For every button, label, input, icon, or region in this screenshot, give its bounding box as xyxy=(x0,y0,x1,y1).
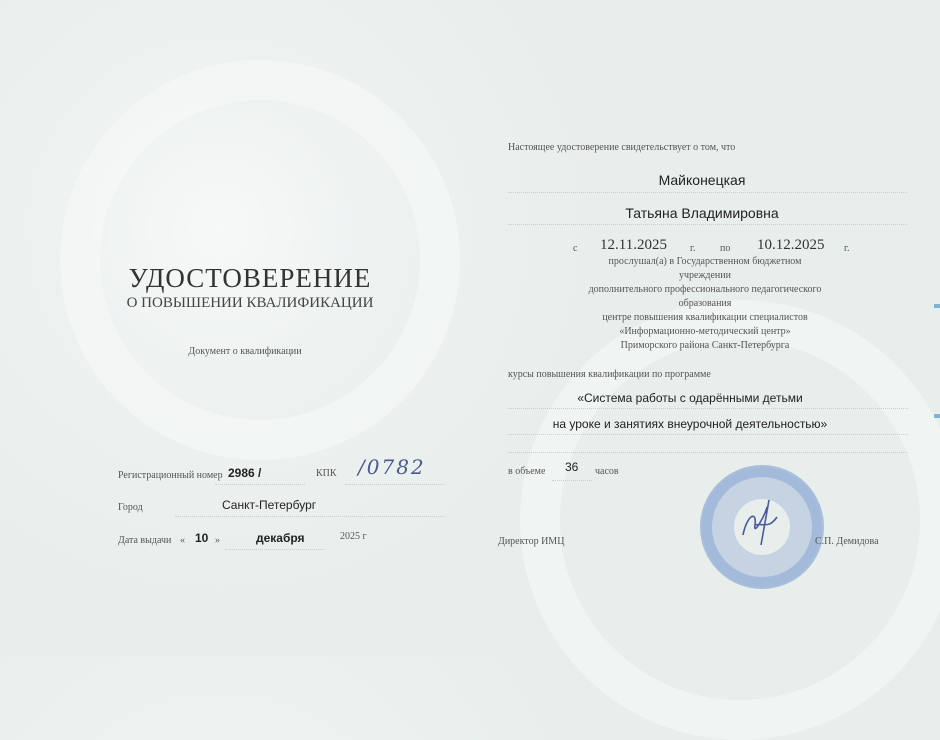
date-to: 10.12.2025 xyxy=(757,237,825,253)
city: Санкт-Петербург xyxy=(222,498,317,512)
watermark xyxy=(60,60,460,460)
issue-day: 10 xyxy=(195,531,209,545)
institution-line: Приморского района Санкт-Петербурга xyxy=(620,340,790,351)
institution-line: «Информационно-методический центр» xyxy=(619,326,791,337)
reg-number-label: Регистрационный номер xyxy=(118,470,223,481)
institution-line: прослушал(а) в Государственном бюджетном учреждении xyxy=(608,256,802,281)
institution-line: дополнительного профессионального педагогического образования xyxy=(588,284,822,309)
issue-date-label: Дата выдачи xyxy=(118,535,172,546)
volume-label: в объеме xyxy=(508,466,546,477)
certificate-title: УДОСТОВЕРЕНИЕ xyxy=(128,263,372,293)
hours: 36 xyxy=(565,460,579,474)
certificate-subtitle: О ПОВЫШЕНИИ КВАЛИФИКАЦИИ xyxy=(126,295,374,311)
surname: Майконецкая xyxy=(658,172,746,188)
city-label: Город xyxy=(118,502,143,513)
institution-text xyxy=(588,255,823,353)
director-label: Директор ИМЦ xyxy=(498,536,565,547)
program-label: курсы повышения квалификации по программе xyxy=(508,369,711,380)
year-suffix: г. xyxy=(690,243,696,254)
issue-month: декабря xyxy=(256,531,305,545)
kpk-label: КПК xyxy=(316,468,337,479)
program-line-1: «Система работы с одарёнными детьми xyxy=(577,391,803,405)
document-type: Документ о квалификации xyxy=(188,346,302,357)
quote-close: » xyxy=(215,535,220,546)
director-signature xyxy=(735,495,785,550)
scan-edge-mark xyxy=(934,304,940,308)
institution-line: центре повышения квалификации специалистов xyxy=(602,312,808,323)
date-to-label: по xyxy=(720,243,731,254)
scan-edge-mark xyxy=(934,414,940,418)
quote-open: « xyxy=(180,535,185,546)
issue-year: 2025 г xyxy=(340,531,367,542)
reg-number: 2986 / xyxy=(228,466,262,480)
date-from: 12.11.2025 xyxy=(600,237,667,253)
hours-label: часов xyxy=(595,466,619,477)
director-name: С.П. Демидова xyxy=(815,536,879,547)
year-suffix: г. xyxy=(844,243,850,254)
kpk-number-handwritten: /0782 xyxy=(358,455,426,479)
given-names: Татьяна Владимировна xyxy=(625,205,779,221)
date-from-label: с xyxy=(573,243,578,254)
program-line-2: на уроке и занятиях внеурочной деятельностью» xyxy=(552,417,828,431)
intro-text: Настоящее удостоверение свидетельствует о том, что xyxy=(508,142,736,153)
